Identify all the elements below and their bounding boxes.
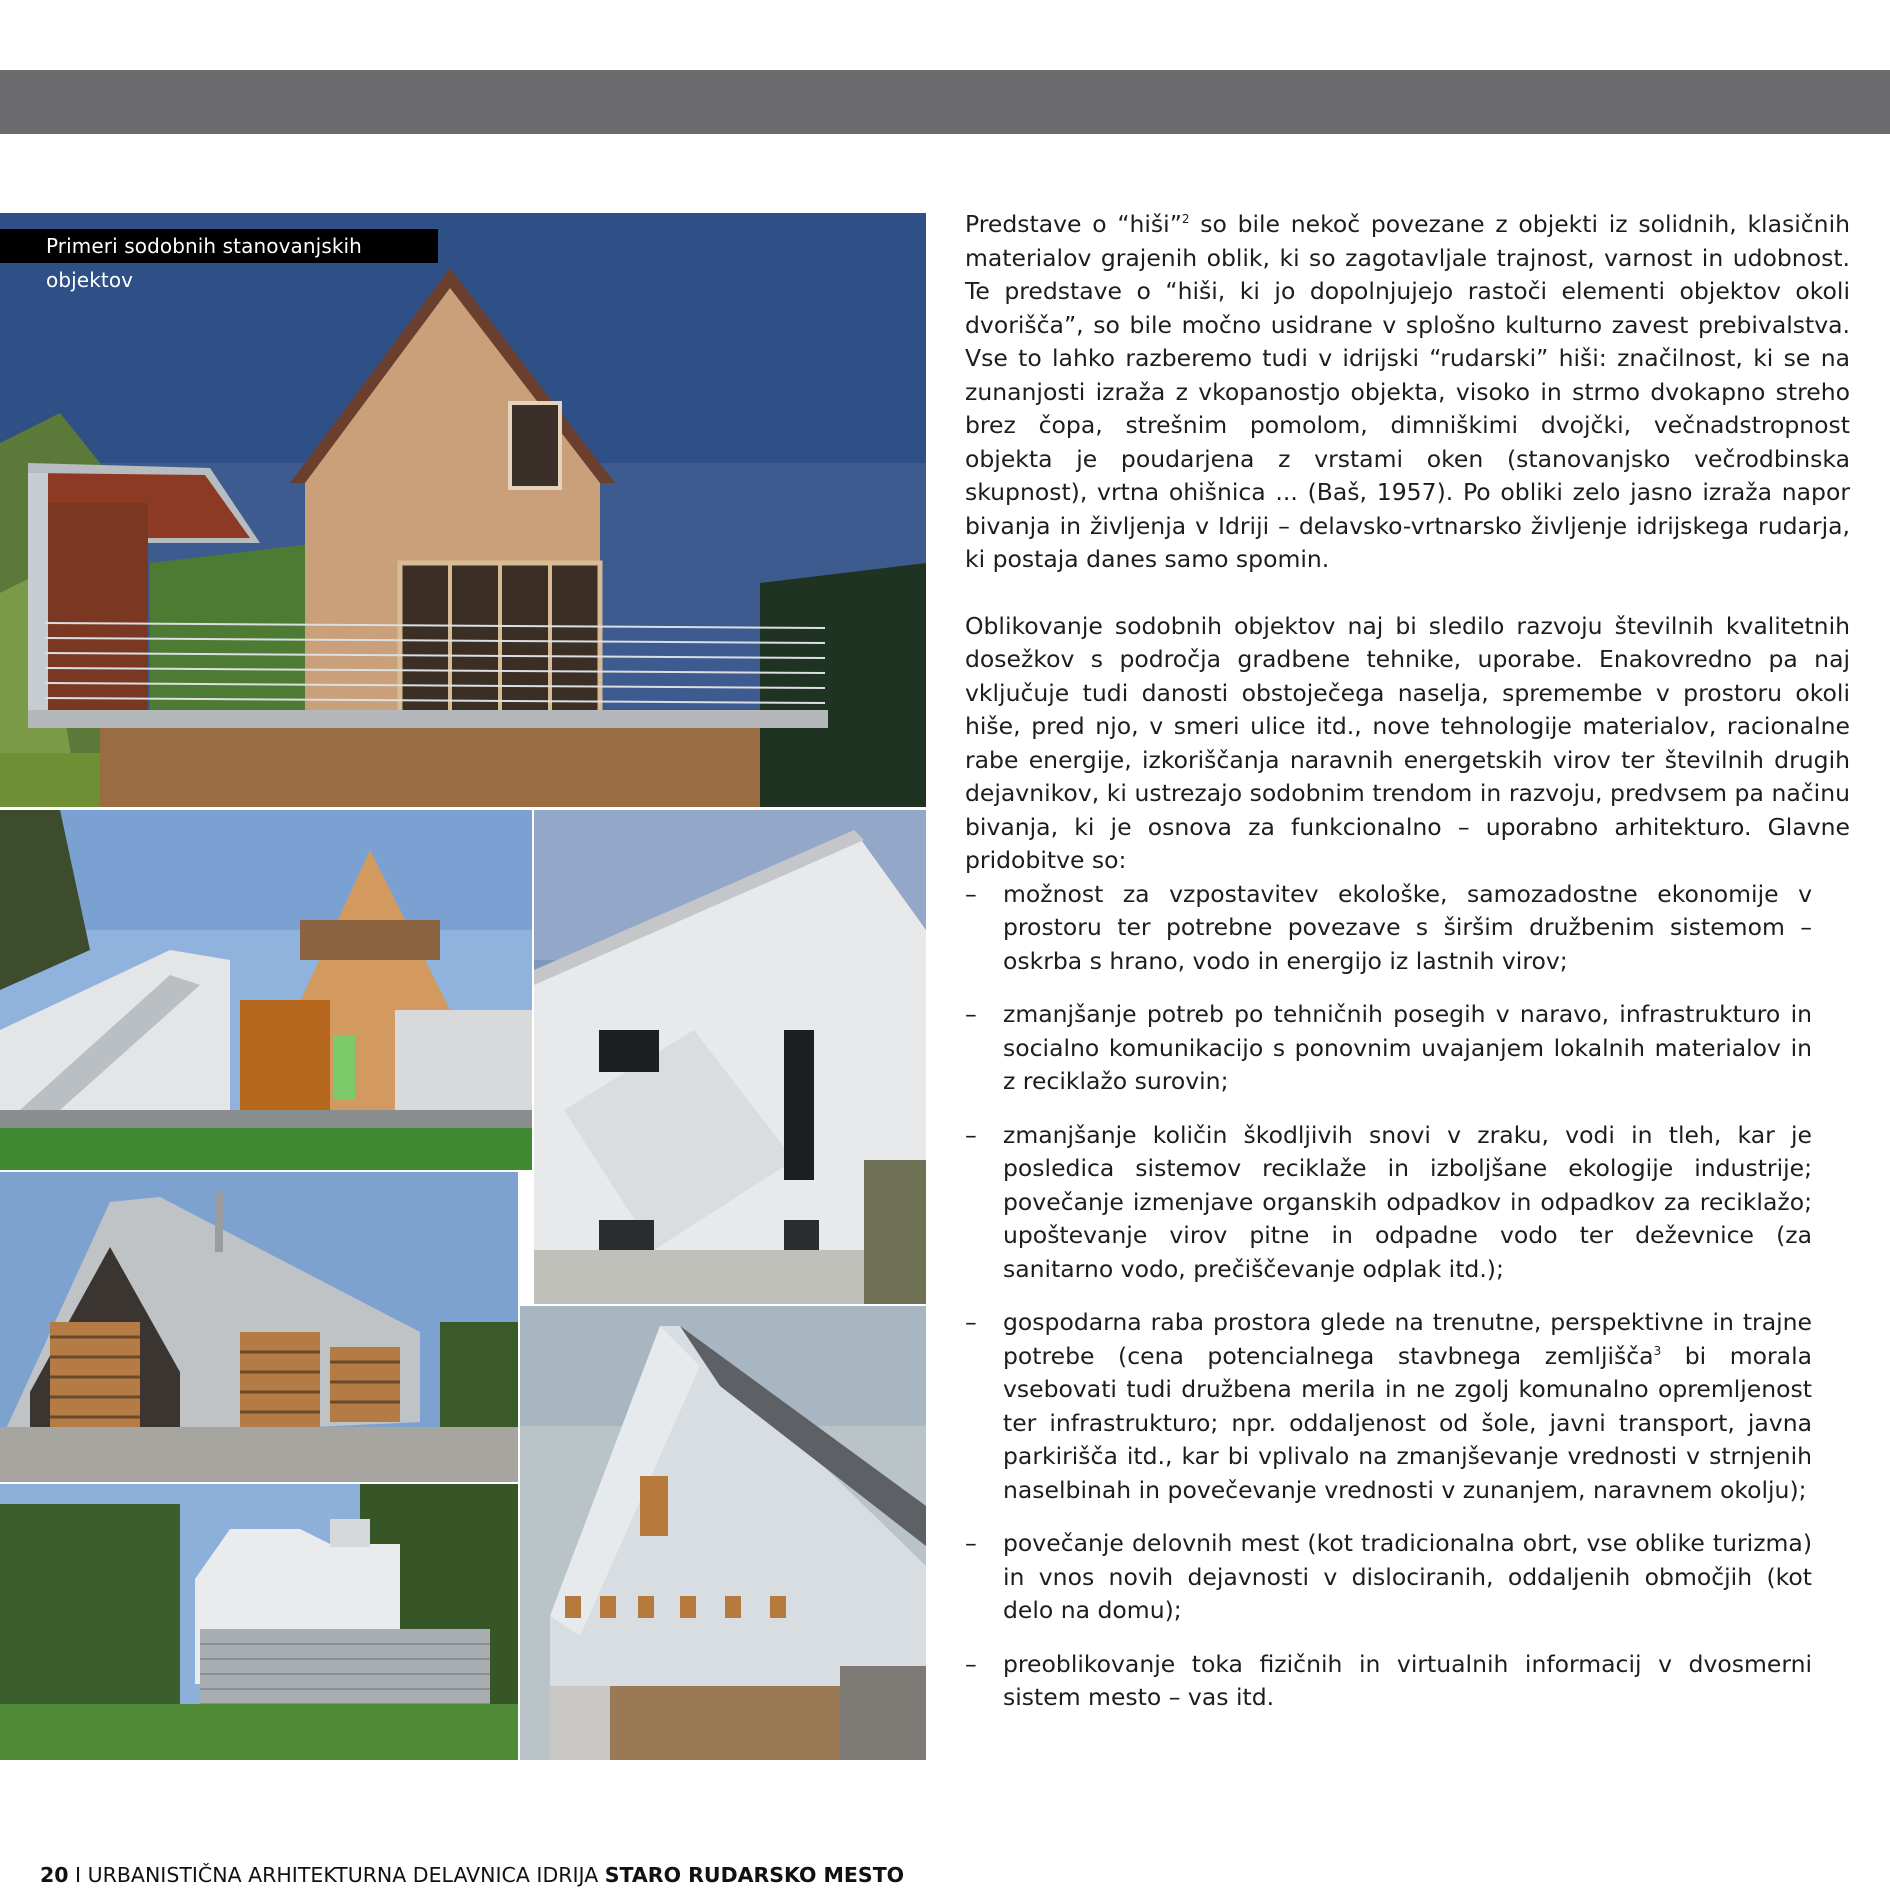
photo-translucent-house <box>520 1306 926 1760</box>
list-item: – možnost za vzpostavitev ekološke, samozadostne ekonomije v prostoru ter potrebne povezave s širšim družbenim sistemom – oskrba s hrano, vodo in energijo iz lastnih virov; <box>965 879 1812 975</box>
footer-title: URBANISTIČNA ARHITEKTURNA DELAVNICA IDRIJA <box>87 1863 605 1887</box>
list-item: – zmanjšanje količin škodljivih snovi v zraku, vodi in tleh, kar je posledica sistemov reciklaže in izboljšane ekologije industrije; povečanje izmenjave organskih odpadkov in odpadkov za reciklažo; upoštevanje virov pitne in odpadne vodo ter deževnice (za sanitarno vodo, prečiščevanje odplak itd.); <box>965 1120 1812 1283</box>
photo-slatted-house <box>0 1172 518 1482</box>
list-item: – povečanje delovnih mest (kot tradicionalna obrt, vse oblike turizma) in vnos novih dejavnosti v dislociranih, oddaljenih območjih (kot delo na domu); <box>965 1529 1812 1624</box>
footnote-ref-2: 2 <box>1181 212 1190 227</box>
paragraph-design: Oblikovanje sodobnih objektov naj bi sledilo razvoju številnih kvalitetnih dosežkov s področja gradbene tehnike, uporabe. Enakovredno pa naj vključuje tudi danosti obstoječega naselja, spremembe v prostoru okoli hiše, pred njo, v smeri ulice itd., nove tehnologije materialov, racionalne rabe energije, izkoriščanja naravnih energetskih virov ter številnih drugih dejavnikov, ki ustrezajo sodobnim trendom in razvoju, predvsem pa načinu bivanja, ki je osnova za funkcionalno – uporabno arhitekturo. Glavne pridobitve so: <box>965 611 1850 874</box>
list-item: – gospodarna raba prostora glede na trenutne, perspektivne in trajne potrebe (cena potencialnega stavbnega zemljišča$^3$ bi morala vsebovati tudi družbena merila in ne zgolj komunalno opremljenost ter infrastrukturo; npr. oddaljenost od šole, javni transport, javna parkirišča itd., kar bi vplivalo na zmanjševanje vrednosti v strnjenih naselbinah in povečevanje vrednosti v zunanjem, naravnem okolju); <box>965 1308 1812 1504</box>
list-item: – zmanjšanje potreb po tehničnih posegih v naravo, infrastrukturo in socialno komunikacijo s ponovnim uvajanjem lokalnih materialov in z reciklažo surovin; <box>965 1000 1812 1095</box>
page-number: 20 <box>40 1863 69 1887</box>
paragraph-intro: Predstave o “hiši”$^2$ so bile nekoč povezane z objekti iz solidnih, klasičnih materialov grajenih oblik, ki so zagotavljale trajnost, varnost in udobnost. Te predstave o “hiši, ki jo dopolnjujejo rastoči elementi objektov okoli dvorišča”, so bile močno usidrane v splošno kulturno zavest prebivalstva. Vse to lahko razberemo tudi v idrijski “rudarski” hiši: značilnost, ki se na zunanjosti izraža z vkopanostjo objekta, visoko in strmo dvokapno streho brez čopa, strešnim pomolom, dimniškimi dvojčki, večnadstropnost objekta je poudarjena z vrstami oken (stanovanjsko večrodbinska skupnost), vrtna ohišnica ... (Baš, 1957). Po obliki zelo jasno izraža napor bivanja in življenja v Idriji – delavsko-vrtnarsko življenje idrijskega rudarja, ki postaja danes samo spomin. <box>965 210 1850 573</box>
photo-concrete-wood-house <box>0 810 532 1170</box>
page-footer <box>40 1863 904 1887</box>
photo-white-garage-house <box>0 1484 518 1760</box>
article-text <box>965 208 1850 1735</box>
footer-separator: I <box>68 1863 88 1887</box>
photo-caption: Primeri sodobnih stanovanjskih objektov <box>0 229 438 263</box>
footer-title-bold: STARO RUDARSKO MESTO <box>604 1863 905 1887</box>
header-bar <box>0 70 1890 134</box>
list-item: – preoblikovanje toka fizičnih in virtualnih informacij v dvosmerni sistem mesto – vas itd. <box>965 1649 1812 1711</box>
footnote-ref-3: 3 <box>1653 1343 1662 1358</box>
benefits-list <box>965 878 1812 1715</box>
photo-wooden-house <box>0 213 926 807</box>
photo-white-house <box>534 810 926 1304</box>
